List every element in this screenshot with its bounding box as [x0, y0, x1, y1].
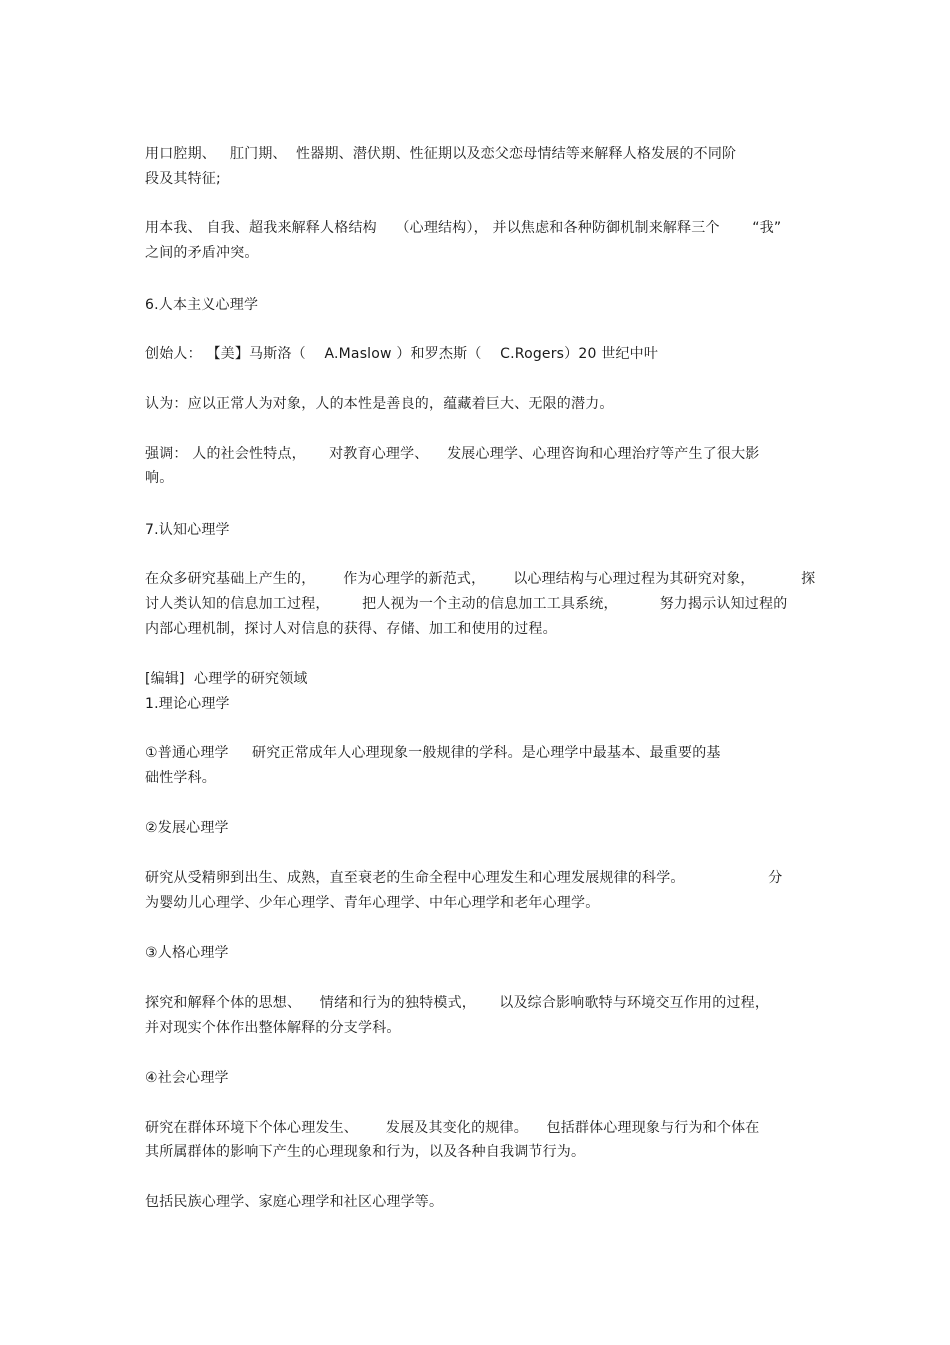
- freud-structure-line-1: 用本我、 自我、超我来解释人格结构 （心理结构）， 并以焦虑和各种防御机制来解释三个 “我”: [145, 220, 782, 236]
- humanistic-heading: 6.人本主义心理学: [145, 297, 259, 313]
- humanistic-emphasis-line-1: 强调： 人的社会性特点， 对教育心理学、 发展心理学、心理咨询和心理治疗等产生了很大影: [145, 446, 760, 462]
- personality-line-2: 并对现实个体作出整体解释的分支学科。: [145, 1020, 401, 1036]
- humanistic-founders: 创始人： 【美】马斯洛（ A.Maslow ）和罗杰斯（ C.Rogers）20 世纪中叶: [145, 346, 659, 362]
- developmental-line-1: 研究从受精卵到出生、成熟，直至衰老的生命全程中心理发生和心理发展规律的科学。 分: [145, 870, 783, 886]
- humanistic-emphasis-line-2: 响。: [145, 470, 174, 486]
- developmental-line-2: 为婴幼儿心理学、少年心理学、青年心理学、中年心理学和老年心理学。: [145, 895, 600, 911]
- theory-heading: 1.理论心理学: [145, 696, 230, 712]
- social-line-2: 其所属群体的影响下产生的心理现象和行为，以及各种自我调节行为。: [145, 1144, 586, 1160]
- developmental-heading: ②发展心理学: [145, 820, 229, 836]
- personality-heading: ③人格心理学: [145, 945, 229, 961]
- freud-stages-line-1: 用口腔期、 肛门期、 性器期、潜伏期、性征期以及恋父恋母情结等来解释人格发展的不同阶: [145, 146, 737, 162]
- social-line-1: 研究在群体环境下个体心理发生、 发展及其变化的规律。 包括群体心理现象与行为和个体在: [145, 1120, 760, 1136]
- social-subfields: 包括民族心理学、家庭心理学和社区心理学等。: [145, 1194, 444, 1210]
- cognitive-heading: 7.认知心理学: [145, 522, 230, 538]
- social-heading: ④社会心理学: [145, 1070, 229, 1086]
- cognitive-line-3: 内部心理机制，探讨人对信息的获得、存储、加工和使用的过程。: [145, 621, 557, 637]
- personality-line-1: 探究和解释个体的思想、 情绪和行为的独特模式， 以及综合影响歌特与环境交互作用的过程，: [145, 995, 770, 1011]
- freud-structure-line-2: 之间的矛盾冲突。: [145, 245, 259, 261]
- freud-stages-line-2: 段及其特征;: [145, 171, 221, 187]
- general-psych-line-2: 础性学科。: [145, 770, 216, 786]
- fields-edit-heading: [编辑] 心理学的研究领域: [145, 671, 308, 687]
- cognitive-line-2: 讨人类认知的信息加工过程， 把人视为一个主动的信息加工工具系统， 努力揭示认知过程的: [145, 596, 788, 612]
- humanistic-view: 认为：应以正常人为对象，人的本性是善良的，蕴藏着巨大、无限的潜力。: [145, 396, 614, 412]
- cognitive-line-1: 在众多研究基础上产生的， 作为心理学的新范式， 以心理结构与心理过程为其研究对象， 探: [145, 571, 816, 587]
- general-psych-line-1: ①普通心理学 研究正常成年人心理现象一般规律的学科。是心理学中最基本、最重要的基: [145, 745, 721, 761]
